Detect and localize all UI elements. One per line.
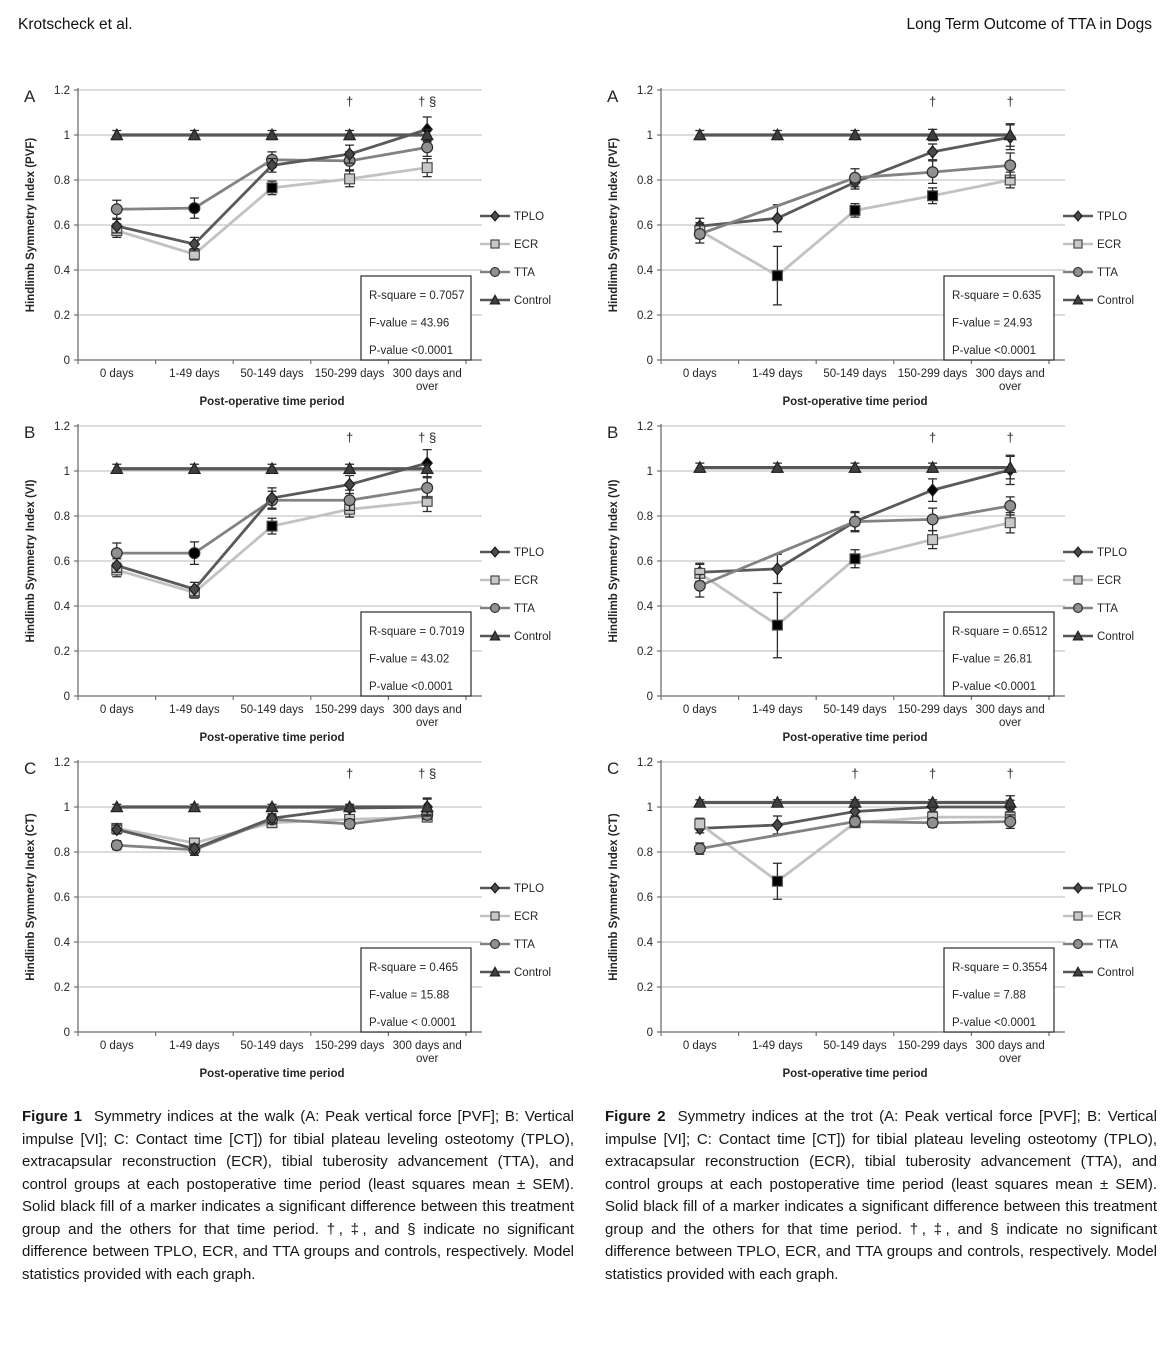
svg-text:0.4: 0.4 bbox=[54, 937, 70, 949]
svg-text:†: † bbox=[345, 94, 354, 109]
y-axis-title: Hindlimb Symmetry Index (VI) bbox=[25, 479, 37, 643]
svg-text:50-149 days: 50-149 days bbox=[240, 368, 304, 380]
svg-text:300 days andover: 300 days and over bbox=[392, 368, 462, 393]
svg-text:TTA: TTA bbox=[1097, 939, 1118, 951]
svg-text:TPLO: TPLO bbox=[1097, 547, 1128, 559]
x-tick-labels bbox=[100, 368, 462, 393]
svg-text:0 days: 0 days bbox=[682, 704, 717, 716]
svg-text:Control: Control bbox=[1097, 295, 1135, 307]
y-axis-title: Hindlimb Symmetry Index (CT) bbox=[608, 813, 620, 981]
y-axis-title: Hindlimb Symmetry Index (VI) bbox=[608, 479, 620, 643]
svg-text:ECR: ECR bbox=[1097, 911, 1122, 923]
svg-text:R-square = 0.635: R-square = 0.635 bbox=[952, 290, 1042, 302]
svg-text:0.6: 0.6 bbox=[54, 556, 70, 568]
legend bbox=[1063, 883, 1134, 979]
x-tick-labels bbox=[683, 704, 1045, 729]
svg-text:Control: Control bbox=[514, 631, 552, 643]
x-axis-title: Post-operative time period bbox=[199, 396, 345, 408]
svg-text:R-square = 0.7019: R-square = 0.7019 bbox=[369, 626, 465, 638]
svg-text:0.8: 0.8 bbox=[637, 175, 653, 187]
svg-text:†: † bbox=[1006, 94, 1014, 109]
svg-text:150-299 days: 150-299 days bbox=[314, 704, 385, 716]
svg-text:1-49 days: 1-49 days bbox=[169, 1040, 220, 1052]
panel-letter: B bbox=[24, 423, 36, 442]
svg-text:0 days: 0 days bbox=[682, 368, 717, 380]
svg-text:0 days: 0 days bbox=[99, 368, 134, 380]
svg-text:Control: Control bbox=[1097, 967, 1135, 979]
svg-text:0.2: 0.2 bbox=[637, 982, 653, 994]
svg-text:0: 0 bbox=[646, 355, 653, 367]
figure-1-caption-text: Symmetry indices at the walk (A: Peak vertical force [PVF]; B: Vertical impulse [VI]; C: Contact time [CT]) for tibial plateau leveling osteotomy (TPLO), extracapsular reconstruction (ECR), tibial tuberosity advancement (TTA), and control groups at each postoperative time period (least squares mean ± SEM). Solid black fill of a marker indicates a significant difference between this treatment group and the others for that time period. †, ‡, and § indicate no significant difference between TPLO, ECR, and TTA groups and controls, respectively. Model statistics provided with each graph. bbox=[22, 1108, 574, 1283]
series-Control bbox=[694, 124, 1016, 147]
svg-text:0.4: 0.4 bbox=[54, 601, 70, 613]
legend bbox=[480, 883, 551, 979]
svg-text:300 days andover: 300 days and over bbox=[975, 368, 1045, 393]
svg-text:1.2: 1.2 bbox=[54, 85, 70, 97]
svg-text:0 days: 0 days bbox=[682, 1040, 717, 1052]
figure-1-caption-label: Figure 1 bbox=[22, 1108, 82, 1125]
svg-text:1-49 days: 1-49 days bbox=[169, 368, 220, 380]
figure-2-column bbox=[601, 78, 1168, 1301]
model-stats-box bbox=[361, 276, 471, 360]
svg-text:0 days: 0 days bbox=[99, 704, 134, 716]
x-tick-labels bbox=[683, 368, 1045, 393]
svg-text:50-149 days: 50-149 days bbox=[823, 1040, 887, 1052]
svg-text:F-value = 43.02: F-value = 43.02 bbox=[369, 653, 450, 666]
chart-figure2-panelA-trot-pvf bbox=[601, 78, 1168, 410]
chart-svg-fig1-A bbox=[18, 78, 593, 410]
svg-text:1: 1 bbox=[646, 130, 653, 142]
panel-letter: C bbox=[607, 759, 620, 778]
figure-2-caption-text: Symmetry indices at the trot (A: Peak vertical force [PVF]; B: Vertical impulse [VI]; C: Contact time [CT]) for tibial plateau leveling osteotomy (TPLO), extracapsular reconstruction (ECR), tibial tuberosity advancement (TTA), and control groups at each postoperative time period (least squares mean ± SEM). Solid black fill of a marker indicates a significant difference between this treatment group and the others for that time period. †, ‡, and § indicate no significant difference between TPLO, ECR, and TTA groups and controls, respectively. Model statistics provided with each graph. bbox=[605, 1108, 1157, 1283]
model-stats-box bbox=[944, 948, 1054, 1032]
model-stats-box bbox=[361, 612, 471, 696]
svg-text:1-49 days: 1-49 days bbox=[752, 1040, 803, 1052]
running-head-author: Krotscheck et al. bbox=[18, 16, 133, 33]
series-TTA bbox=[694, 153, 1015, 243]
figures-area bbox=[18, 78, 1157, 1301]
svg-text:TPLO: TPLO bbox=[514, 883, 545, 895]
svg-text:150-299 days: 150-299 days bbox=[314, 1040, 385, 1052]
svg-text:0: 0 bbox=[63, 691, 70, 703]
significance-annotations bbox=[346, 766, 436, 781]
svg-text:P-value <0.0001: P-value <0.0001 bbox=[369, 681, 454, 693]
svg-text:300 days andover: 300 days and over bbox=[975, 1040, 1045, 1065]
model-stats-box bbox=[944, 276, 1054, 360]
chart-svg-fig1-B bbox=[18, 414, 593, 746]
x-axis-title: Post-operative time period bbox=[199, 1068, 345, 1080]
svg-text:0: 0 bbox=[646, 1027, 653, 1039]
svg-text:1.2: 1.2 bbox=[54, 421, 70, 433]
figure-1-caption bbox=[22, 1106, 574, 1286]
svg-text:P-value <0.0001: P-value <0.0001 bbox=[952, 345, 1037, 357]
svg-text:0.4: 0.4 bbox=[54, 265, 70, 277]
svg-text:0.4: 0.4 bbox=[637, 265, 653, 277]
chart-svg-fig2-B bbox=[601, 414, 1170, 746]
svg-text:0.2: 0.2 bbox=[637, 310, 653, 322]
panel-letter: B bbox=[607, 423, 619, 442]
svg-text:1.2: 1.2 bbox=[54, 757, 70, 769]
svg-text:0.6: 0.6 bbox=[54, 892, 70, 904]
significance-annotations bbox=[851, 766, 1013, 781]
svg-text:300 days andover: 300 days and over bbox=[392, 704, 462, 729]
chart-figure2-panelB-trot-vi bbox=[601, 414, 1168, 746]
series-TTA bbox=[694, 815, 1015, 854]
x-axis-title: Post-operative time period bbox=[782, 732, 928, 744]
y-axis-title: Hindlimb Symmetry Index (PVF) bbox=[25, 137, 37, 313]
svg-text:50-149 days: 50-149 days bbox=[240, 1040, 304, 1052]
svg-text:F-value = 24.93: F-value = 24.93 bbox=[952, 317, 1033, 330]
legend bbox=[480, 547, 551, 643]
svg-text:0.6: 0.6 bbox=[54, 220, 70, 232]
svg-text:0: 0 bbox=[63, 355, 70, 367]
svg-text:1.2: 1.2 bbox=[637, 85, 653, 97]
svg-text:0.2: 0.2 bbox=[54, 982, 70, 994]
svg-text:0.2: 0.2 bbox=[54, 646, 70, 658]
svg-text:50-149 days: 50-149 days bbox=[823, 704, 887, 716]
svg-text:F-value = 7.88: F-value = 7.88 bbox=[952, 989, 1026, 1002]
svg-text:0.4: 0.4 bbox=[637, 937, 653, 949]
svg-text:† §: † § bbox=[418, 94, 437, 109]
figure-2-caption-label: Figure 2 bbox=[605, 1108, 666, 1125]
svg-text:TPLO: TPLO bbox=[1097, 883, 1128, 895]
svg-text:50-149 days: 50-149 days bbox=[823, 368, 887, 380]
svg-text:TPLO: TPLO bbox=[514, 547, 545, 559]
svg-text:1.2: 1.2 bbox=[637, 421, 653, 433]
panel-letter: A bbox=[607, 87, 619, 106]
chart-svg-fig2-C bbox=[601, 750, 1170, 1082]
y-axis-title: Hindlimb Symmetry Index (PVF) bbox=[608, 137, 620, 313]
panel-letter: A bbox=[24, 87, 36, 106]
svg-text:TTA: TTA bbox=[1097, 603, 1118, 615]
svg-text:1: 1 bbox=[646, 802, 653, 814]
svg-text:† §: † § bbox=[418, 430, 437, 445]
figure-2-caption bbox=[605, 1106, 1157, 1286]
svg-text:P-value <0.0001: P-value <0.0001 bbox=[369, 345, 454, 357]
svg-text:†: † bbox=[928, 766, 937, 781]
x-tick-labels bbox=[100, 1040, 462, 1065]
svg-text:P-value < 0.0001: P-value < 0.0001 bbox=[369, 1017, 457, 1029]
svg-text:1: 1 bbox=[63, 802, 70, 814]
running-head-title: Long Term Outcome of TTA in Dogs bbox=[906, 16, 1152, 33]
svg-text:300 days andover: 300 days and over bbox=[975, 704, 1045, 729]
svg-text:Control: Control bbox=[514, 967, 552, 979]
chart-figure1-panelA-walk-pvf bbox=[18, 78, 585, 410]
series-Control bbox=[694, 456, 1016, 479]
chart-figure1-panelB-walk-vi bbox=[18, 414, 585, 746]
chart-figure1-panelC-walk-ct bbox=[18, 750, 585, 1082]
svg-text:0.4: 0.4 bbox=[637, 601, 653, 613]
svg-text:0.6: 0.6 bbox=[637, 892, 653, 904]
svg-text:300 days andover: 300 days and over bbox=[392, 1040, 462, 1065]
model-stats-box bbox=[361, 948, 471, 1032]
svg-text:0: 0 bbox=[63, 1027, 70, 1039]
svg-text:1.2: 1.2 bbox=[637, 757, 653, 769]
svg-text:Control: Control bbox=[1097, 631, 1135, 643]
model-stats-box bbox=[944, 612, 1054, 696]
series-Control bbox=[111, 129, 433, 140]
svg-text:TTA: TTA bbox=[514, 603, 535, 615]
significance-annotations bbox=[346, 430, 436, 445]
svg-text:†: † bbox=[345, 766, 354, 781]
svg-text:Control: Control bbox=[514, 295, 552, 307]
svg-text:P-value <0.0001: P-value <0.0001 bbox=[952, 681, 1037, 693]
svg-text:0: 0 bbox=[646, 691, 653, 703]
svg-text:0.8: 0.8 bbox=[637, 511, 653, 523]
legend bbox=[1063, 211, 1134, 307]
y-axis-title: Hindlimb Symmetry Index (CT) bbox=[25, 813, 37, 981]
svg-text:†: † bbox=[851, 766, 859, 781]
svg-text:1-49 days: 1-49 days bbox=[169, 704, 220, 716]
svg-text:P-value <0.0001: P-value <0.0001 bbox=[952, 1017, 1037, 1029]
svg-text:F-value = 15.88: F-value = 15.88 bbox=[369, 989, 450, 1002]
significance-annotations bbox=[346, 94, 436, 109]
svg-text:R-square = 0.465: R-square = 0.465 bbox=[369, 962, 459, 974]
svg-text:R-square = 0.3554: R-square = 0.3554 bbox=[952, 962, 1048, 974]
svg-text:TTA: TTA bbox=[514, 267, 535, 279]
svg-text:0 days: 0 days bbox=[99, 1040, 134, 1052]
svg-text:TPLO: TPLO bbox=[1097, 211, 1128, 223]
x-tick-labels bbox=[683, 1040, 1045, 1065]
svg-text:ECR: ECR bbox=[514, 239, 539, 251]
svg-text:† §: † § bbox=[418, 766, 437, 781]
series-TTA bbox=[694, 497, 1015, 597]
svg-text:TTA: TTA bbox=[1097, 267, 1118, 279]
series-Control bbox=[111, 463, 433, 474]
chart-svg-fig2-A bbox=[601, 78, 1170, 410]
svg-text:†: † bbox=[1006, 430, 1014, 445]
svg-text:0.8: 0.8 bbox=[54, 511, 70, 523]
x-tick-labels bbox=[100, 704, 462, 729]
legend bbox=[1063, 547, 1134, 643]
series-TTA bbox=[111, 138, 432, 218]
figure-1-column bbox=[18, 78, 585, 1301]
svg-text:†: † bbox=[928, 94, 937, 109]
svg-text:TTA: TTA bbox=[514, 939, 535, 951]
running-head bbox=[18, 16, 1152, 34]
svg-text:0.8: 0.8 bbox=[54, 847, 70, 859]
svg-text:0.8: 0.8 bbox=[637, 847, 653, 859]
svg-text:1: 1 bbox=[63, 466, 70, 478]
chart-figure2-panelC-trot-ct bbox=[601, 750, 1168, 1082]
svg-text:0.6: 0.6 bbox=[637, 556, 653, 568]
svg-text:F-value = 26.81: F-value = 26.81 bbox=[952, 653, 1033, 666]
svg-text:†: † bbox=[345, 430, 354, 445]
svg-text:1-49 days: 1-49 days bbox=[752, 368, 803, 380]
chart-svg-fig1-C bbox=[18, 750, 593, 1082]
svg-text:ECR: ECR bbox=[1097, 239, 1122, 251]
legend bbox=[480, 211, 551, 307]
x-axis-title: Post-operative time period bbox=[782, 396, 928, 408]
significance-annotations bbox=[929, 430, 1014, 445]
svg-text:0.6: 0.6 bbox=[637, 220, 653, 232]
x-axis-title: Post-operative time period bbox=[199, 732, 345, 744]
svg-text:0.2: 0.2 bbox=[54, 310, 70, 322]
panel-letter: C bbox=[24, 759, 37, 778]
svg-text:150-299 days: 150-299 days bbox=[314, 368, 385, 380]
svg-text:ECR: ECR bbox=[514, 575, 539, 587]
svg-text:†: † bbox=[1006, 766, 1014, 781]
svg-text:150-299 days: 150-299 days bbox=[897, 368, 968, 380]
svg-text:†: † bbox=[928, 430, 937, 445]
svg-text:150-299 days: 150-299 days bbox=[897, 704, 968, 716]
x-axis-title: Post-operative time period bbox=[782, 1068, 928, 1080]
svg-text:R-square = 0.7057: R-square = 0.7057 bbox=[369, 290, 465, 302]
svg-text:0.2: 0.2 bbox=[637, 646, 653, 658]
significance-annotations bbox=[929, 94, 1014, 109]
svg-text:TPLO: TPLO bbox=[514, 211, 545, 223]
svg-text:R-square = 0.6512: R-square = 0.6512 bbox=[952, 626, 1048, 638]
svg-text:1: 1 bbox=[63, 130, 70, 142]
svg-text:1-49 days: 1-49 days bbox=[752, 704, 803, 716]
svg-text:F-value = 43.96: F-value = 43.96 bbox=[369, 317, 450, 330]
svg-text:1: 1 bbox=[646, 466, 653, 478]
svg-text:ECR: ECR bbox=[1097, 575, 1122, 587]
svg-text:50-149 days: 50-149 days bbox=[240, 704, 304, 716]
svg-text:ECR: ECR bbox=[514, 911, 539, 923]
svg-text:150-299 days: 150-299 days bbox=[897, 1040, 968, 1052]
svg-text:0.8: 0.8 bbox=[54, 175, 70, 187]
